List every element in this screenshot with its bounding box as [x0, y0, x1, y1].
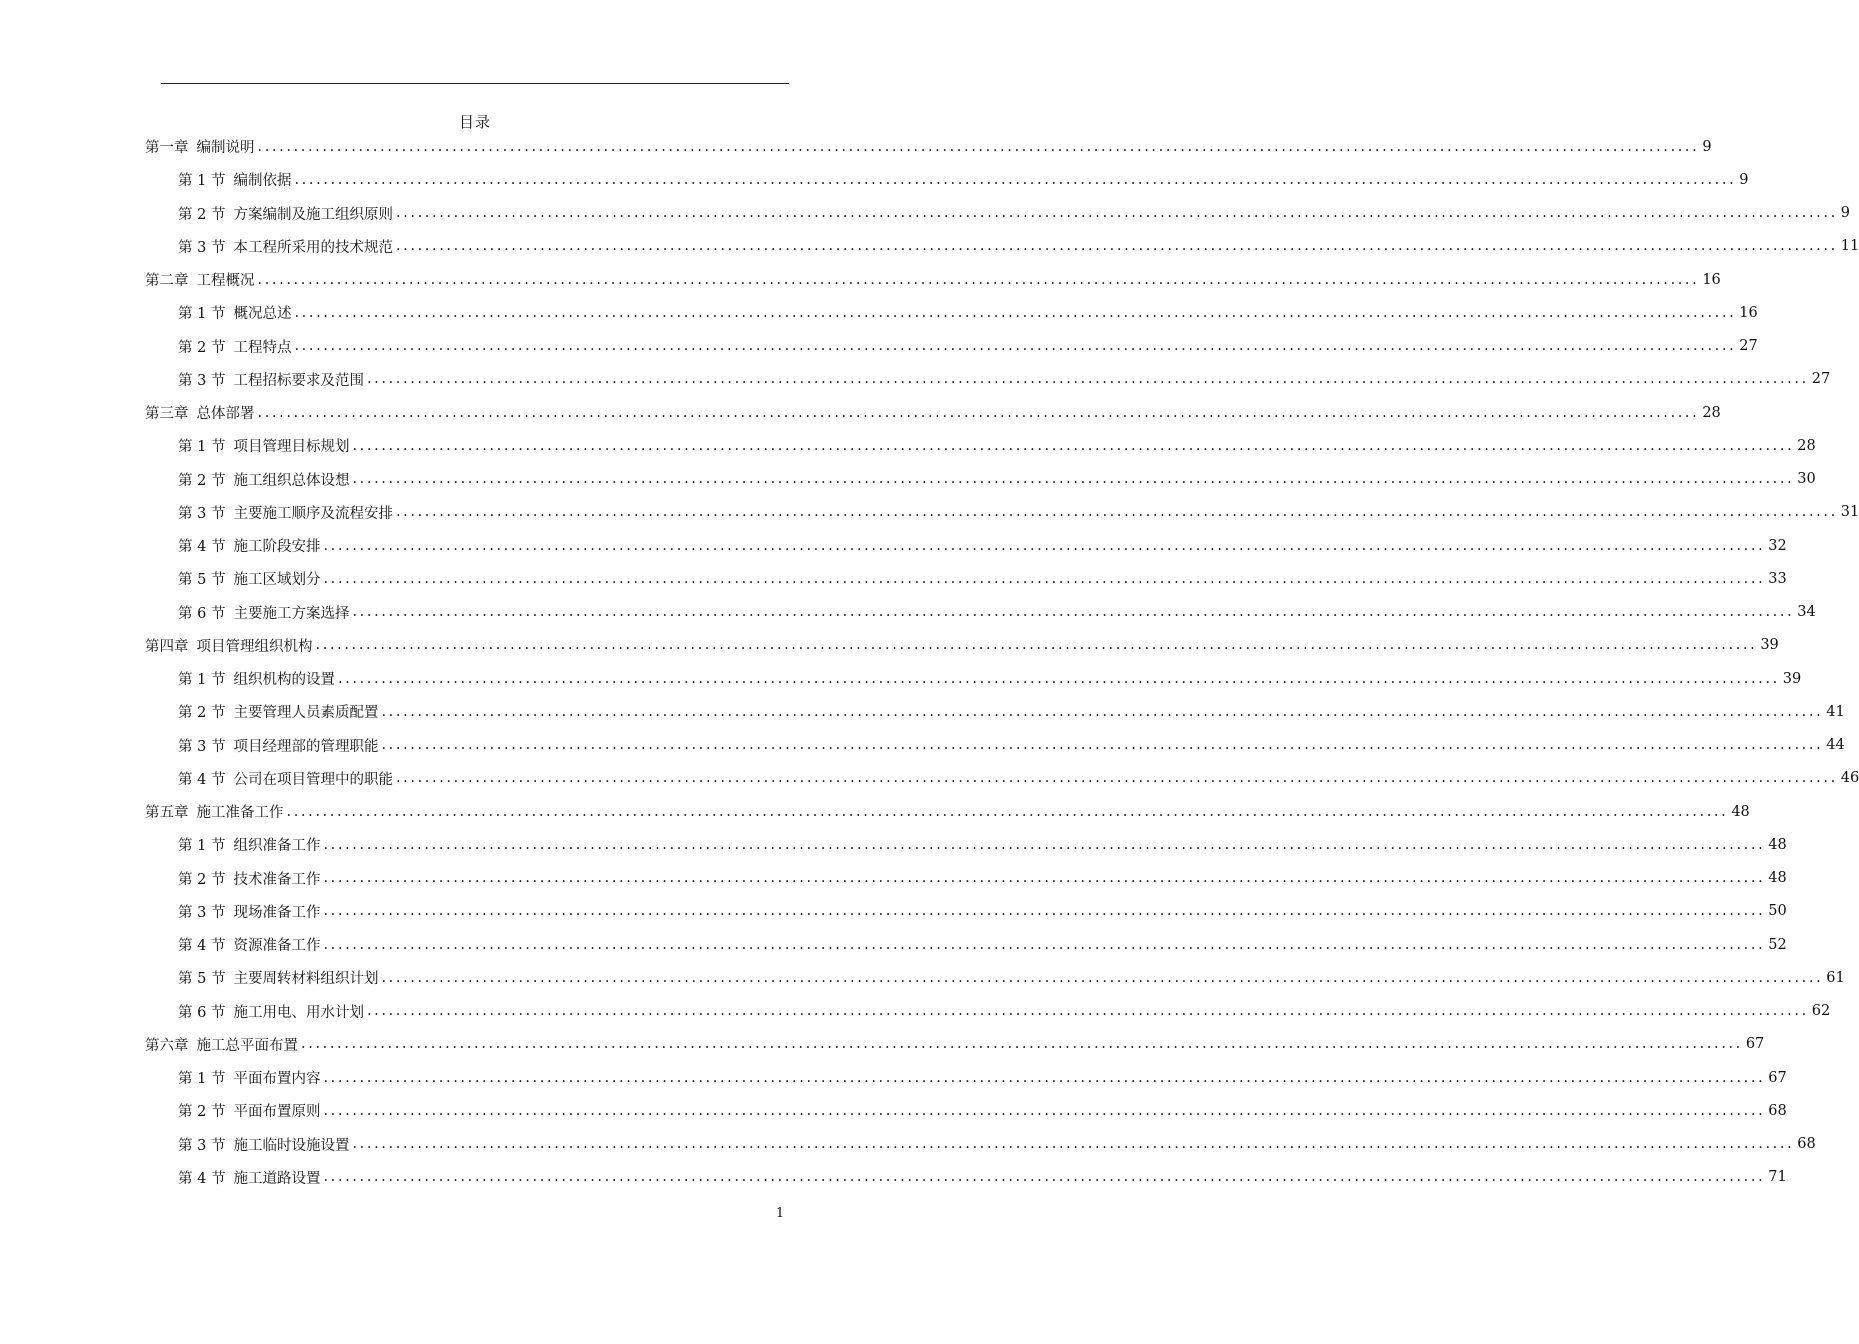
toc-section-entry[interactable] [145, 529, 1787, 562]
toc-entry-page: 48 [1768, 836, 1787, 853]
toc-entry-number: 第 1 节 [178, 1071, 226, 1088]
toc-entry-page: 11 [1840, 238, 1859, 255]
toc-entry-label [178, 735, 378, 756]
toc-entry-title: 主要管理人员素质配置 [233, 705, 379, 722]
toc-entry-number: 第二章 [145, 273, 189, 290]
toc-entry-number: 第 3 节 [178, 1137, 226, 1154]
toc-entry-page: 44 [1826, 737, 1845, 754]
toc-entry-number: 第 4 节 [178, 771, 226, 788]
toc-entry-page: 62 [1811, 1003, 1831, 1020]
toc-section-entry[interactable] [145, 197, 1851, 230]
toc-entry-label [145, 402, 255, 423]
toc-leader-dots: ........................................................................................................................................................................................................ [352, 471, 1795, 488]
toc-entry-label [178, 535, 320, 556]
toc-section-entry[interactable] [145, 1128, 1816, 1161]
toc-entry-number: 第六章 [145, 1037, 189, 1054]
toc-chapter-entry[interactable] [145, 1028, 1765, 1061]
toc-entry-label [178, 834, 320, 855]
toc-section-entry[interactable] [145, 1094, 1787, 1127]
toc-section-entry[interactable] [145, 895, 1787, 928]
toc-leader-dots: ........................................................................................................................................................................................................ [323, 570, 1766, 587]
toc-entry-page: 50 [1768, 903, 1787, 920]
page-title: 目录 [458, 113, 491, 131]
toc-entry-page: 33 [1768, 570, 1787, 587]
toc-entry-page: 27 [1739, 338, 1758, 355]
toc-entry-number: 第 2 节 [178, 1104, 226, 1121]
toc-entry-number: 第四章 [145, 638, 189, 655]
toc-entry-title: 施工道路设置 [233, 1170, 321, 1187]
toc-entry-number: 第 3 节 [178, 372, 226, 389]
toc-leader-dots: ........................................................................................................................................................................................................ [323, 936, 1766, 953]
toc-entry-title: 公司在项目管理中的职能 [233, 771, 393, 788]
toc-entry-number: 第 4 节 [178, 938, 226, 955]
toc-section-entry[interactable] [145, 562, 1787, 595]
toc-entry-title: 概况总述 [233, 306, 292, 323]
toc-section-entry[interactable] [145, 1161, 1787, 1194]
toc-leader-dots: ........................................................................................................................................................................................................ [352, 437, 1795, 454]
toc-entry-page: 27 [1811, 371, 1831, 388]
toc-entry-number: 第 1 节 [178, 672, 226, 689]
toc-entry-page: 9 [1702, 138, 1712, 155]
toc-entry-number: 第 6 节 [178, 605, 226, 622]
toc-section-entry[interactable] [145, 862, 1787, 895]
toc-leader-dots: ........................................................................................................................................................................................................ [366, 1003, 1809, 1020]
toc-entry-title: 施工用电、用水计划 [233, 1004, 364, 1021]
toc-leader-dots: ........................................................................................................................................................................................................ [323, 1102, 1766, 1119]
toc-entry-page: 68 [1797, 1136, 1816, 1153]
toc-chapter-entry[interactable] [145, 263, 1721, 296]
toc-entry-page: 16 [1702, 271, 1721, 288]
toc-entry-page: 39 [1760, 637, 1779, 654]
toc-entry-page: 68 [1768, 1102, 1787, 1119]
toc-leader-dots: ........................................................................................................................................................................................................ [294, 171, 1737, 188]
toc-leader-dots: ........................................................................................................................................................................................................ [323, 836, 1766, 853]
toc-section-entry[interactable] [145, 429, 1816, 462]
toc-leader-dots: ........................................................................................................................................................................................................ [352, 1136, 1795, 1153]
toc-entry-number: 第 3 节 [178, 505, 226, 522]
toc-entry-title: 本工程所采用的技术规范 [233, 239, 393, 256]
toc-entry-page: 39 [1782, 670, 1802, 687]
toc-section-entry[interactable] [145, 995, 1831, 1028]
toc-section-entry[interactable] [145, 662, 1802, 695]
toc-entry-label [178, 668, 335, 689]
toc-entry-page: 30 [1797, 471, 1816, 488]
toc-entry-title: 编制说明 [196, 140, 255, 157]
toc-entry-label [178, 1067, 320, 1088]
toc-chapter-entry[interactable] [145, 629, 1779, 662]
toc-leader-dots: ........................................................................................................................................................................................................ [395, 238, 1838, 255]
toc-entry-title: 主要施工顺序及流程安排 [233, 505, 393, 522]
toc-entry-page: 67 [1745, 1036, 1765, 1053]
toc-entry-title: 施工区域划分 [233, 572, 321, 589]
toc-entry-label [178, 203, 393, 224]
toc-entry-title: 工程招标要求及范围 [233, 372, 364, 389]
toc-section-entry[interactable] [145, 828, 1787, 861]
toc-entry-label [178, 967, 378, 988]
toc-entry-title: 项目管理目标规划 [233, 439, 350, 456]
toc-entry-title: 主要施工方案选择 [233, 605, 350, 622]
toc-entry-label [178, 934, 320, 955]
toc-entry-page: 31 [1840, 504, 1859, 521]
table-of-contents [145, 130, 1859, 1194]
toc-chapter-entry[interactable] [145, 396, 1721, 429]
toc-leader-dots: ........................................................................................................................................................................................................ [301, 1036, 1743, 1053]
toc-section-entry[interactable] [145, 596, 1816, 629]
toc-entry-label [178, 435, 349, 456]
toc-entry-title: 总体部署 [196, 406, 255, 423]
toc-entry-title: 方案编制及施工组织原则 [233, 206, 393, 223]
toc-entry-number: 第 2 节 [178, 472, 226, 489]
toc-entry-number: 第 1 节 [178, 838, 226, 855]
toc-entry-page: 28 [1797, 437, 1816, 454]
toc-entry-number: 第 2 节 [178, 871, 226, 888]
toc-entry-page: 34 [1797, 604, 1816, 621]
toc-entry-title: 施工阶段安排 [233, 539, 321, 556]
toc-entry-page: 28 [1702, 404, 1721, 421]
toc-chapter-entry[interactable] [145, 130, 1712, 163]
toc-entry-page: 61 [1826, 969, 1845, 986]
toc-chapter-entry[interactable] [145, 795, 1750, 828]
toc-entry-label [178, 768, 393, 789]
toc-leader-dots: ........................................................................................................................................................................................................ [323, 537, 1766, 554]
toc-leader-dots: ........................................................................................................................................................................................................ [323, 1069, 1766, 1086]
toc-entry-number: 第 3 节 [178, 738, 226, 755]
toc-section-entry[interactable] [145, 330, 1758, 363]
toc-section-entry[interactable] [145, 762, 1859, 795]
toc-entry-number: 第 3 节 [178, 904, 226, 921]
toc-section-entry[interactable] [145, 1061, 1787, 1094]
toc-entry-label [178, 336, 291, 357]
toc-entry-label [178, 502, 393, 523]
toc-entry-label [178, 1167, 320, 1188]
toc-entry-label [178, 602, 349, 623]
toc-leader-dots: ........................................................................................................................................................................................................ [294, 304, 1737, 321]
toc-leader-dots: ........................................................................................................................................................................................................ [323, 903, 1766, 920]
toc-section-entry[interactable] [145, 961, 1845, 994]
toc-entry-label [178, 369, 364, 390]
toc-entry-number: 第 5 节 [178, 971, 226, 988]
toc-entry-number: 第 1 节 [178, 173, 226, 190]
toc-section-entry[interactable] [145, 496, 1859, 529]
toc-entry-label [178, 568, 320, 589]
toc-section-entry[interactable] [145, 230, 1859, 263]
toc-entry-title: 组织机构的设置 [233, 672, 335, 689]
toc-entry-page: 71 [1768, 1169, 1787, 1186]
toc-entry-label [178, 901, 320, 922]
toc-entry-title: 施工准备工作 [196, 805, 284, 822]
toc-entry-number: 第 2 节 [178, 339, 226, 356]
toc-entry-title: 工程概况 [196, 273, 255, 290]
toc-entry-title: 施工临时设施设置 [233, 1137, 350, 1154]
toc-entry-label [178, 701, 378, 722]
toc-entry-page: 46 [1840, 770, 1859, 787]
toc-leader-dots: ........................................................................................................................................................................................................ [337, 670, 1780, 687]
toc-section-entry[interactable] [145, 695, 1845, 728]
toc-entry-title: 组织准备工作 [233, 838, 321, 855]
toc-section-entry[interactable] [145, 928, 1787, 961]
toc-entry-label [145, 1034, 298, 1055]
toc-entry-label [178, 1001, 364, 1022]
toc-entry-label [178, 469, 349, 490]
toc-entry-page: 41 [1826, 703, 1845, 720]
toc-entry-number: 第 4 节 [178, 1170, 226, 1187]
toc-leader-dots: ........................................................................................................................................................................................................ [352, 604, 1795, 621]
toc-entry-number: 第 3 节 [178, 239, 226, 256]
toc-entry-title: 项目管理组织机构 [196, 638, 313, 655]
toc-leader-dots: ........................................................................................................................................................................................................ [381, 737, 1824, 754]
toc-entry-page: 48 [1731, 803, 1750, 820]
toc-entry-page: 32 [1768, 537, 1787, 554]
toc-leader-dots: ........................................................................................................................................................................................................ [257, 271, 1700, 288]
toc-entry-number: 第 6 节 [178, 1004, 226, 1021]
toc-entry-label [178, 169, 291, 190]
header-rule [161, 83, 789, 84]
toc-entry-label [178, 868, 320, 889]
toc-entry-number: 第三章 [145, 406, 189, 423]
toc-entry-label [145, 635, 313, 656]
toc-entry-number: 第 2 节 [178, 705, 226, 722]
toc-entry-number: 第一章 [145, 140, 189, 157]
toc-entry-number: 第 1 节 [178, 306, 226, 323]
toc-entry-label [145, 801, 284, 822]
page-number: 1 [775, 1206, 785, 1221]
toc-entry-number: 第 1 节 [178, 439, 226, 456]
toc-entry-title: 施工总平面布置 [196, 1037, 298, 1054]
toc-section-entry[interactable] [145, 729, 1845, 762]
toc-entry-number: 第 5 节 [178, 572, 226, 589]
toc-leader-dots: ........................................................................................................................................................................................................ [315, 637, 1758, 654]
toc-entry-title: 平面布置内容 [233, 1071, 321, 1088]
toc-leader-dots: ........................................................................................................................................................................................................ [381, 969, 1824, 986]
toc-entry-title: 编制依据 [233, 173, 292, 190]
toc-entry-number: 第五章 [145, 805, 189, 822]
toc-entry-page: 16 [1739, 304, 1758, 321]
toc-leader-dots: ........................................................................................................................................................................................................ [381, 703, 1824, 720]
toc-leader-dots: ........................................................................................................................................................................................................ [257, 404, 1700, 421]
toc-section-entry[interactable] [145, 363, 1831, 396]
toc-leader-dots: ........................................................................................................................................................................................................ [395, 504, 1838, 521]
toc-section-entry[interactable] [145, 463, 1816, 496]
toc-entry-page: 52 [1768, 936, 1787, 953]
toc-entry-title: 资源准备工作 [233, 938, 321, 955]
toc-leader-dots: ........................................................................................................................................................................................................ [286, 803, 1729, 820]
toc-section-entry[interactable] [145, 296, 1758, 329]
toc-entry-title: 现场准备工作 [233, 904, 321, 921]
toc-entry-title: 施工组织总体设想 [233, 472, 350, 489]
toc-entry-title: 技术准备工作 [233, 871, 321, 888]
toc-entry-page: 9 [1739, 171, 1749, 188]
toc-entry-label [178, 236, 393, 257]
toc-entry-title: 平面布置原则 [233, 1104, 321, 1121]
toc-leader-dots: ........................................................................................................................................................................................................ [395, 205, 1838, 222]
toc-leader-dots: ........................................................................................................................................................................................................ [366, 371, 1809, 388]
toc-entry-page: 9 [1840, 205, 1851, 222]
toc-entry-label [145, 269, 255, 290]
toc-leader-dots: ........................................................................................................................................................................................................ [257, 138, 1700, 155]
toc-entry-label [178, 1134, 349, 1155]
toc-entry-label [145, 136, 255, 157]
toc-entry-title: 工程特点 [233, 339, 292, 356]
toc-section-entry[interactable] [145, 163, 1749, 196]
toc-entry-label [178, 302, 291, 323]
toc-entry-page: 48 [1768, 870, 1787, 887]
toc-entry-number: 第 2 节 [178, 206, 226, 223]
toc-entry-label [178, 1100, 320, 1121]
toc-leader-dots: ........................................................................................................................................................................................................ [323, 870, 1766, 887]
toc-entry-title: 主要周转材料组织计划 [233, 971, 379, 988]
toc-entry-number: 第 4 节 [178, 539, 226, 556]
toc-leader-dots: ........................................................................................................................................................................................................ [395, 770, 1838, 787]
toc-leader-dots: ........................................................................................................................................................................................................ [294, 338, 1737, 355]
toc-entry-page: 67 [1768, 1069, 1787, 1086]
toc-leader-dots: ........................................................................................................................................................................................................ [323, 1169, 1766, 1186]
toc-entry-title: 项目经理部的管理职能 [233, 738, 379, 755]
